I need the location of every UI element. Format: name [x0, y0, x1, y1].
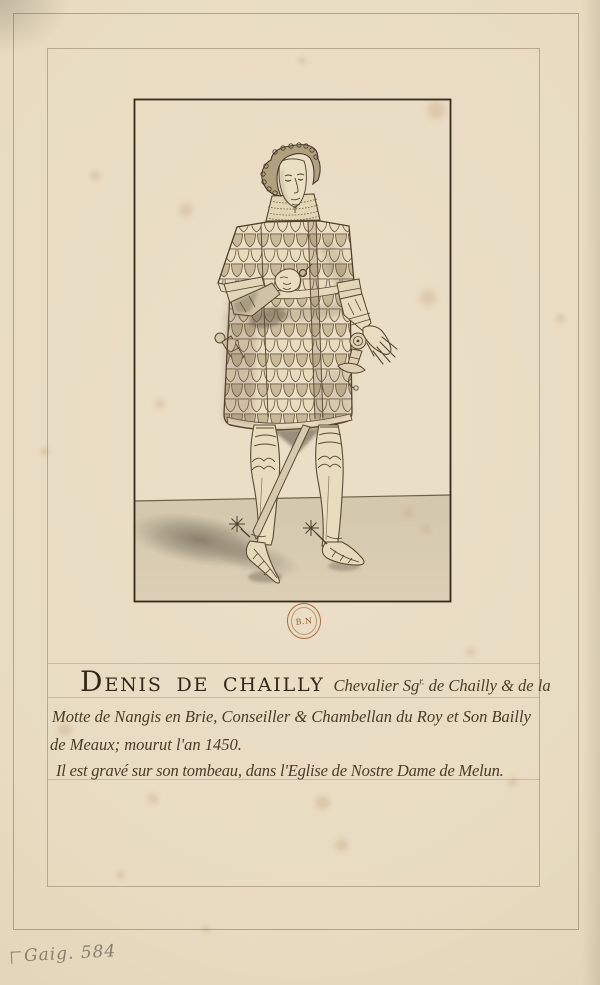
library-stamp [285, 602, 322, 641]
pencil-bracket-mark [11, 951, 22, 964]
subtitle-post: de Chailly & de la [424, 676, 551, 695]
scan-edge-shade [582, 0, 600, 985]
foxing-spot [202, 926, 210, 933]
foxing-spot [556, 314, 565, 323]
subtitle-superscript: r. [419, 676, 425, 688]
library-stamp-text: B.N [295, 615, 313, 627]
ruled-guideline [48, 663, 540, 664]
caption-line-4: Il est gravé sur son tombeau, dans l'Eglise de Nostre Dame de Melun. [56, 761, 504, 780]
foxing-spot [335, 839, 348, 851]
right-hand-fist [275, 269, 300, 292]
foxing-spot [466, 648, 475, 656]
foxing-spot [148, 794, 158, 803]
knight-illustration [133, 98, 452, 603]
title-initial: D [80, 665, 105, 698]
pencil-shelfmark-text: Gaig. 584 [23, 941, 117, 967]
library-stamp-inner [290, 606, 318, 636]
foxing-spot [90, 171, 100, 180]
caption-line-1 [80, 665, 551, 698]
title-caps: ENIS DE CHAILLY [104, 674, 325, 696]
ruled-guideline [48, 697, 540, 698]
caption-line-3: de Meaux; mourut l'an 1450. [50, 735, 242, 754]
caption-line-2: Motte de Nangis en Brie, Conseiller & Chambellan du Roy et Son Bailly [52, 707, 531, 726]
subtitle-script [334, 676, 551, 696]
foxing-spot [315, 796, 330, 809]
foxing-spot [40, 447, 49, 456]
foxing-spot [298, 57, 306, 64]
pencil-shelfmark [11, 941, 117, 966]
subtitle-pre: Chevalier Sg [333, 676, 420, 695]
scan-corner-shade [0, 0, 140, 120]
scale-coat [218, 221, 354, 452]
foxing-spot [116, 871, 125, 879]
